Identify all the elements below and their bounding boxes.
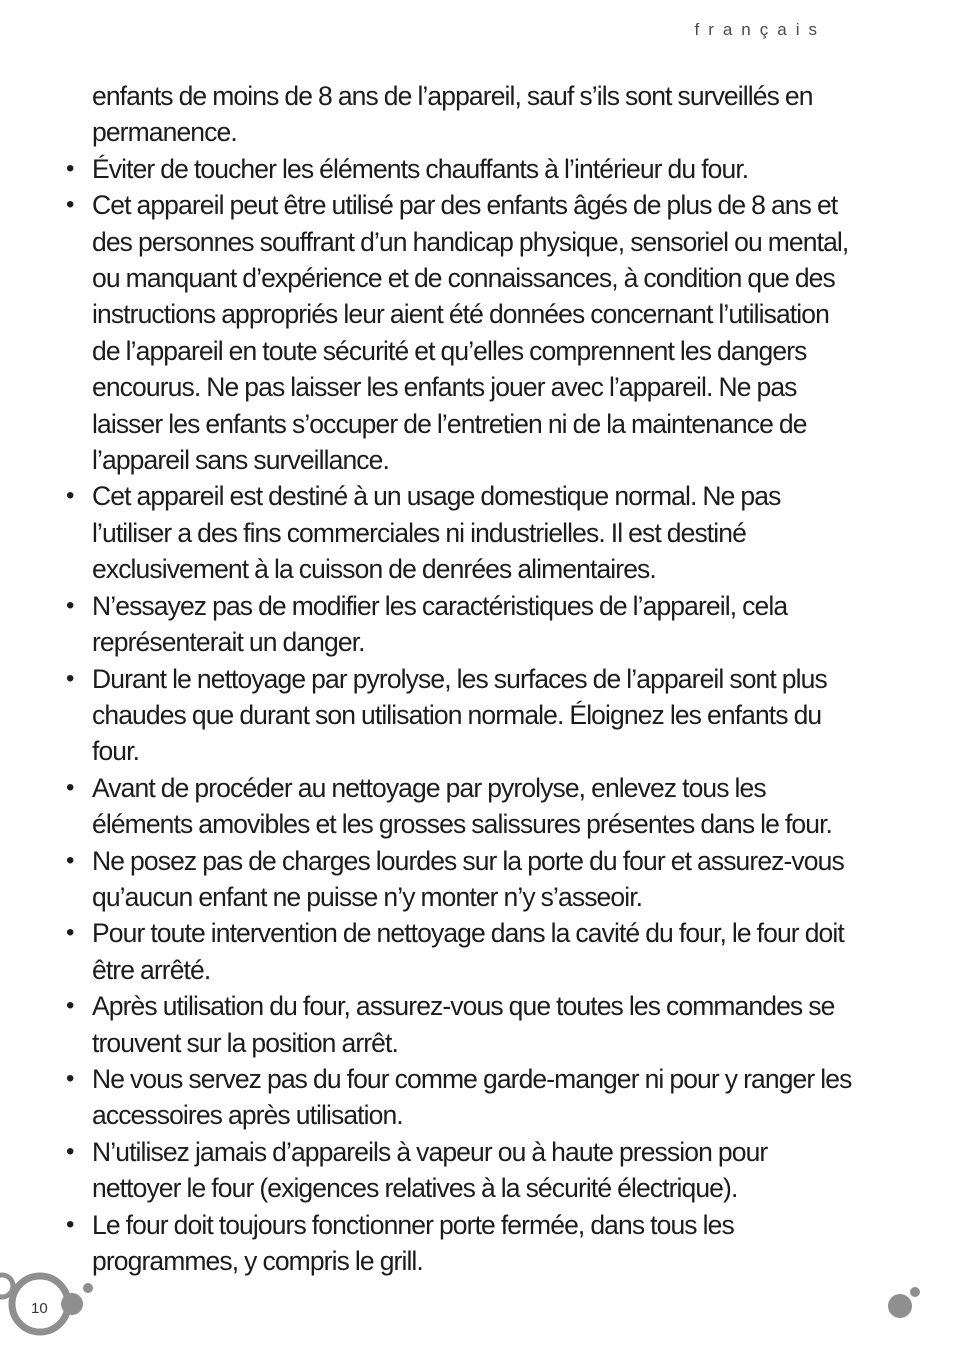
list-item-text: Cet appareil peut être utilisé par des enfants âgés de plus de 8 ans et des personnes souffrant d’un handicap physique, sensoriel ou mental, ou manquant d’expérience et de connaissances, à condition que des instructions appropriés leur aient été données concernant l’utilisation de l’appareil en toute sécurité et qu’elles comprennent les dangers encourus. Ne pas laisser les enfants jouer avec l’appareil. Ne pas laisser les enfants s’occuper de l’entretien ni de la maintenance de l’appareil sans surveillance. [92, 190, 849, 476]
continuation-paragraph: enfants de moins de 8 ans de l’appareil, sauf s’ils sont surveillés en permanence. [92, 81, 813, 148]
bullet-icon: • [66, 482, 74, 510]
bullet-list [60, 151, 860, 1280]
list-item [60, 1134, 860, 1207]
safety-instructions [60, 78, 860, 1279]
list-item-text: Le four doit toujours fonctionner porte fermée, dans tous les programmes, y compris le grill. [92, 1209, 734, 1276]
list-item [60, 588, 860, 661]
bullet-icon: • [66, 773, 74, 801]
bullet-icon: • [66, 154, 74, 182]
list-item-text: Avant de procéder au nettoyage par pyrolyse, enlevez tous les éléments amovibles et les grosses salissures présentes dans le four. [92, 772, 833, 840]
list-item-text: Durant le nettoyage par pyrolyse, les surfaces de l’appareil sont plus chaudes que durant son utilisation normale. Éloignez les enfants du four. [92, 663, 827, 767]
list-item-text: N’utilisez jamais d’appareils à vapeur ou à haute pression pour nettoyer le four (exigences relatives à la sécurité électrique). [92, 1136, 768, 1204]
bullet-icon: • [66, 191, 74, 219]
page-footer [0, 1270, 110, 1354]
list-item [60, 915, 860, 988]
list-item [60, 661, 860, 770]
list-item-text: Cet appareil est destiné à un usage domestique normal. Ne pas l’utiliser a des fins commerciales ni industrielles. Il est destiné exclusivement à la cuisson de denrées alimentaires. [92, 481, 781, 585]
bullet-icon: • [66, 1210, 74, 1238]
bullet-icon: • [66, 591, 74, 619]
list-item [60, 988, 860, 1061]
list-item-text: N’essayez pas de modifier les caractéristiques de l’appareil, cela représenterait un danger. [92, 590, 788, 658]
bullet-icon: • [66, 846, 74, 874]
dots-decoration-icon [884, 1284, 924, 1324]
bullet-icon: • [66, 992, 74, 1020]
language-label: français [694, 20, 826, 39]
bullet-icon: • [66, 664, 74, 692]
list-item [60, 187, 860, 478]
list-item [60, 151, 860, 187]
list-item-text: Ne posez pas de charges lourdes sur la porte du four et assurez-vous qu’aucun enfant ne puisse n’y monter n’y s’asseoir. [92, 845, 844, 912]
list-item-text: Éviter de toucher les éléments chauffants à l’intérieur du four. [92, 153, 749, 184]
list-item [60, 1207, 860, 1280]
list-item [60, 770, 860, 843]
bullet-icon: • [66, 1064, 74, 1092]
list-item-text: Pour toute intervention de nettoyage dans la cavité du four, le four doit être arrêté. [92, 918, 844, 985]
list-item [60, 843, 860, 916]
page-number: 10 [31, 1300, 48, 1317]
list-item-text: Après utilisation du four, assurez-vous que toutes les commandes se trouvent sur la position arrêt. [92, 991, 835, 1058]
list-item-text: Ne vous servez pas du four comme garde-manger ni pour y ranger les accessoires après utilisation. [92, 1063, 852, 1131]
list-item [60, 1061, 860, 1134]
list-item [60, 478, 860, 587]
bullet-icon: • [66, 1137, 74, 1165]
circle-decoration-icon [0, 1270, 110, 1354]
bullet-icon: • [66, 919, 74, 947]
